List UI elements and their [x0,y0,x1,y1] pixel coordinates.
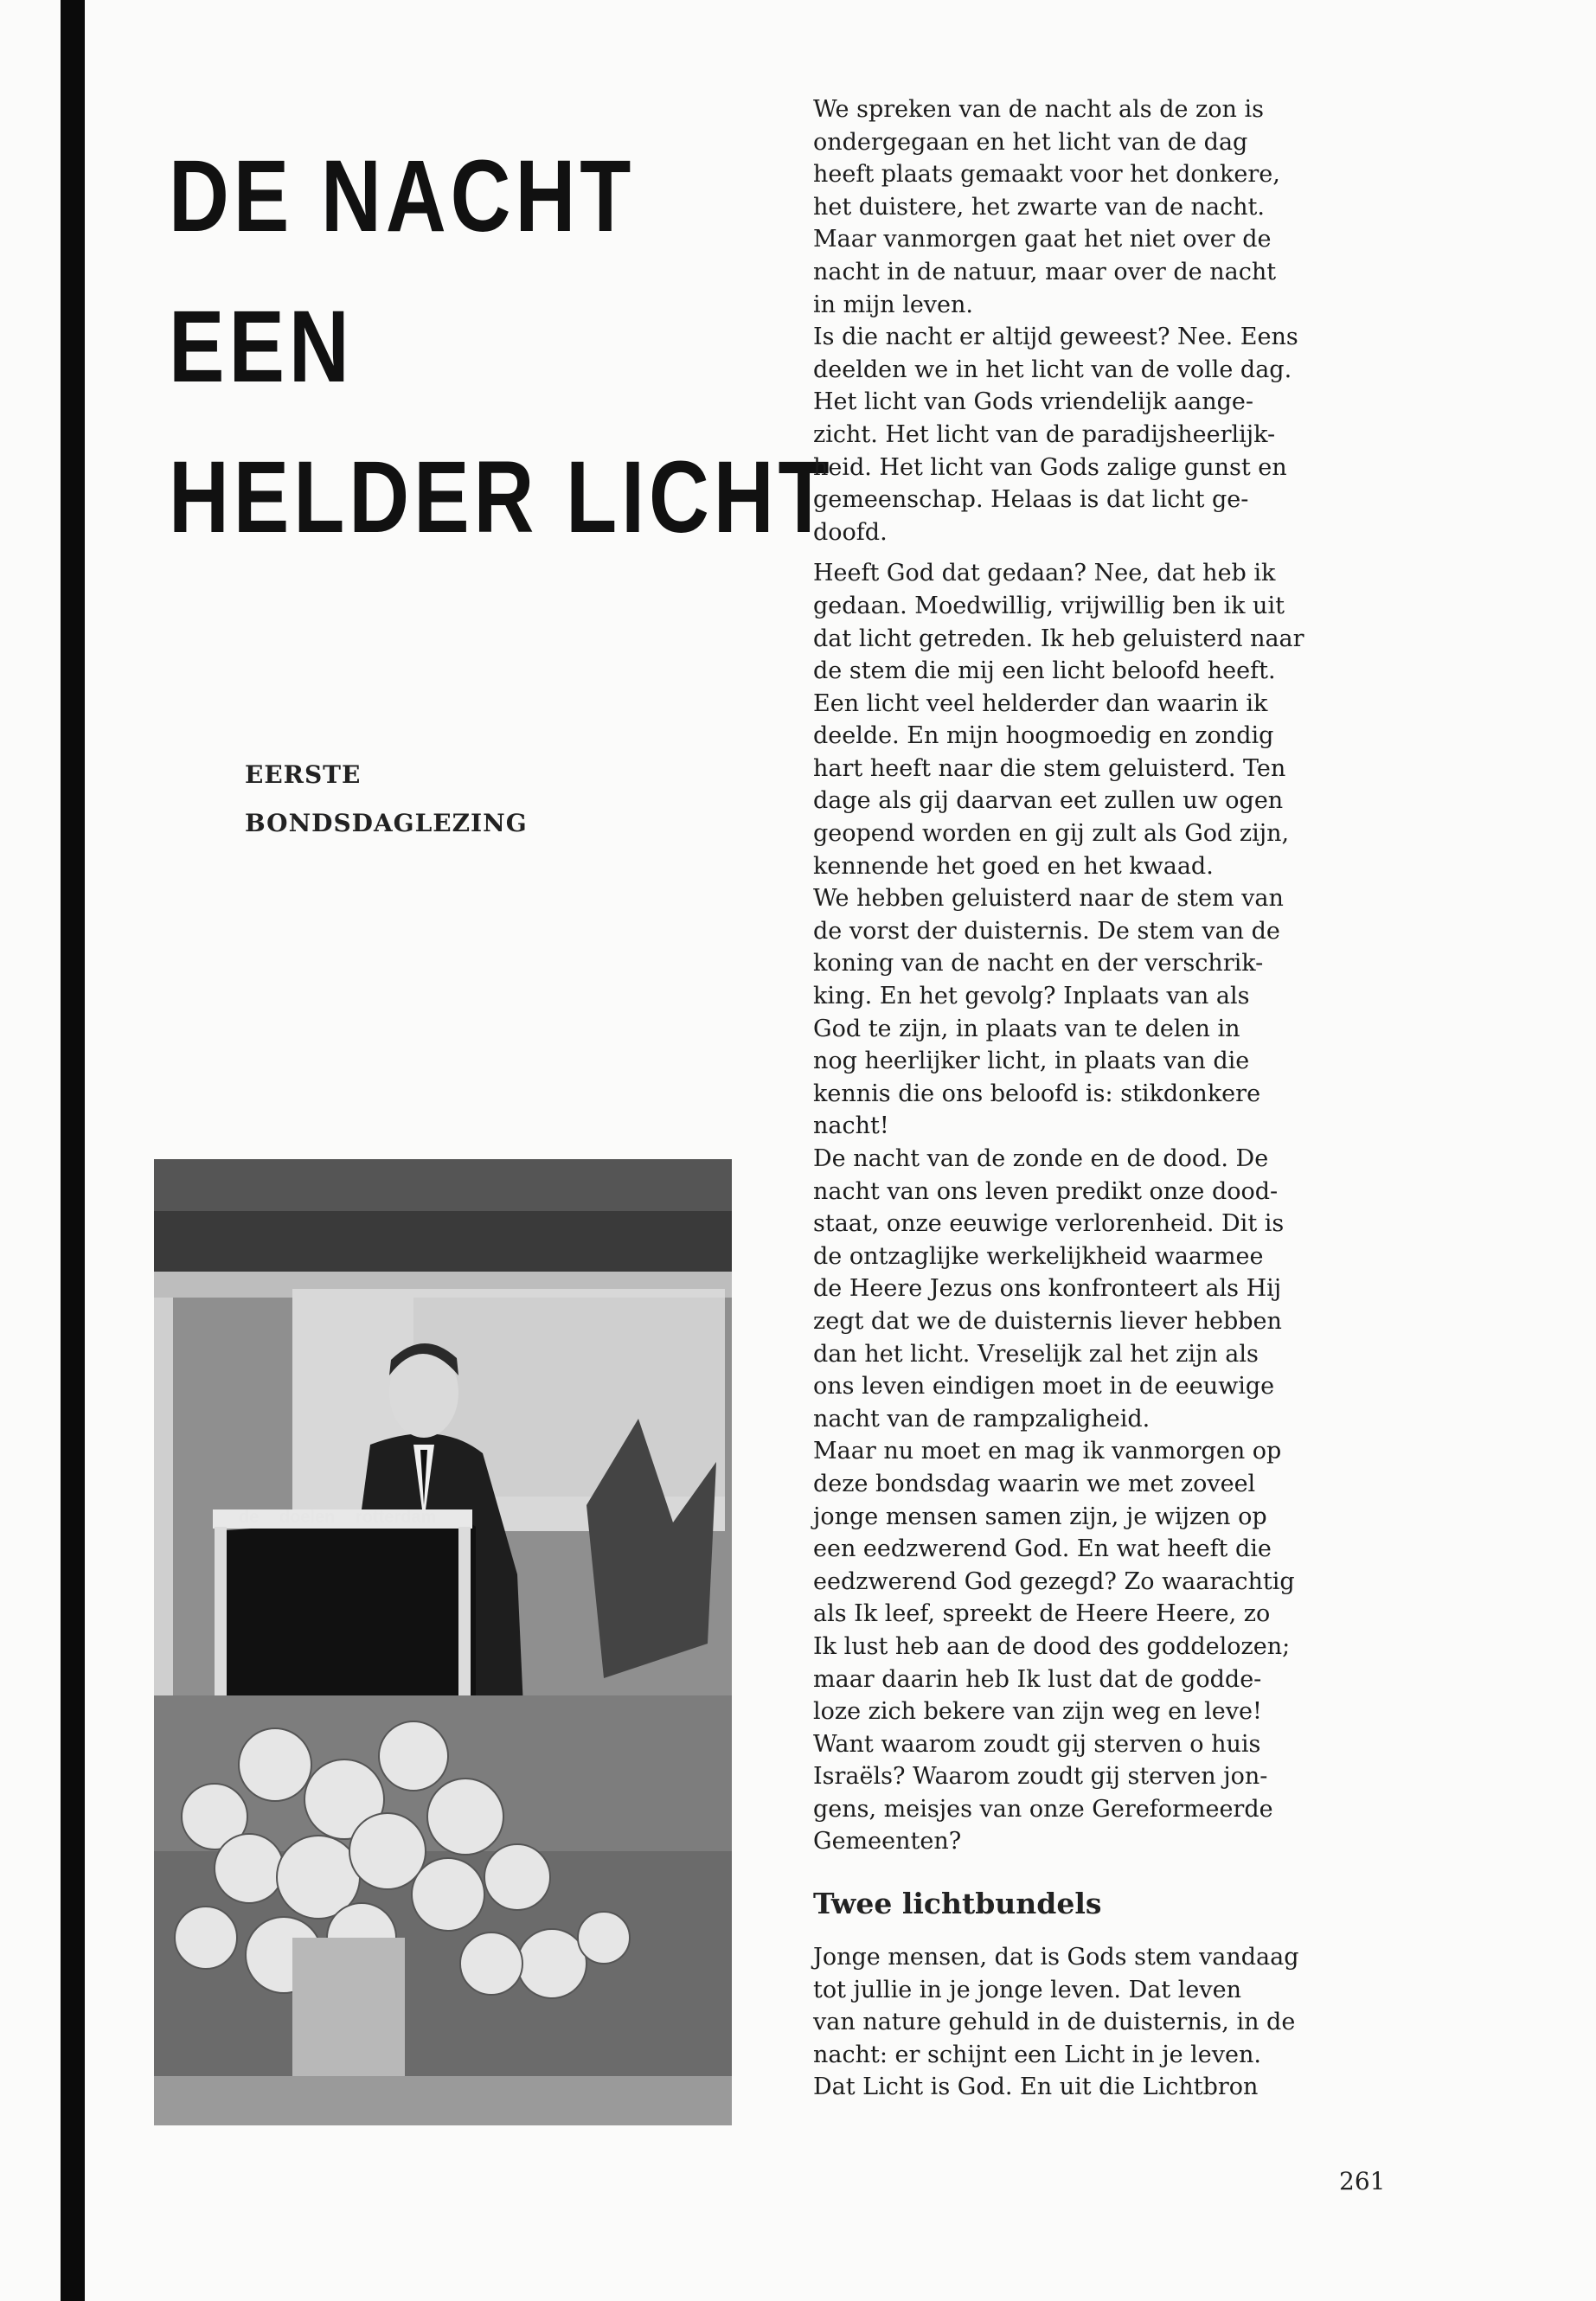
body-line: We hebben geluisterd naar de stem van [813,885,1284,913]
body-line: dan het licht. Vreselijk zal het zijn als [813,1340,1259,1368]
body-line: ondergegaan en het licht van de dag [813,128,1248,156]
photo-illustration [154,1159,732,2125]
body-line: gemeenschap. Helaas is dat licht ge- [813,486,1249,514]
section-line: nacht: er schijnt een Licht in je leven. [813,2041,1261,2068]
speaker-photo [154,1159,732,2125]
body-line: Heeft God dat gedaan? Nee, dat heb ik [813,560,1276,587]
body-line: deze bondsdag waarin we met zoveel [813,1470,1256,1497]
body-line: doofd. [813,518,888,546]
body-line: We spreken van de nacht als de zon is [813,96,1265,123]
body-line: koning van de nacht en der verschrik- [813,950,1264,977]
body-line: de stem die mij een licht beloofd heeft. [813,657,1276,685]
subtitle-line-1: EERSTE [245,760,362,789]
body-line: nacht! [813,1112,889,1140]
body-line: Ik lust heb aan de dood des goddelozen; [813,1632,1291,1660]
page-number: 261 [1339,2167,1386,2195]
body-line: nacht van de rampzaligheid. [813,1405,1151,1433]
body-line: de ontzaglijke werkelijkheid waarmee [813,1242,1264,1270]
body-line: God te zijn, in plaats van te delen in [813,1015,1240,1042]
section-line: Jonge mensen, dat is Gods stem vandaag [813,1944,1299,1971]
body-line: Want waarom zoudt gij sterven o huis [813,1730,1261,1758]
body-line: geopend worden en gij zult als God zijn, [813,820,1290,848]
section-line: Dat Licht is God. En uit die Lichtbron [813,2073,1259,2101]
body-line: king. En het gevolg? Inplaats van als [813,983,1250,1010]
body-line: dat licht getreden. Ik heb geluisterd naar [813,625,1304,652]
body-line: maar daarin heb Ik lust dat de godde- [813,1665,1262,1693]
subtitle-line-2: BONDSDAGLEZING [245,809,528,837]
body-line: Het licht van Gods vriendelijk aange- [813,388,1254,416]
body-line: eedzwerend God gezegd? Zo waarachtig [813,1567,1295,1595]
binding-edge [61,0,85,2301]
section-heading: Twee lichtbundels [813,1887,1102,1921]
section-line: van nature gehuld in de duisternis, in de [813,2009,1296,2036]
body-line: gedaan. Moedwillig, vrijwillig ben ik uit [813,592,1285,619]
podium-sign: de doelen rotterdam [239,1508,437,1527]
body-line: de vorst der duisternis. De stem van de [813,917,1280,945]
body-line: Gemeenten? [813,1828,962,1856]
title-line-3: HELDER LICHT [169,440,834,554]
body-line: Maar nu moet en mag ik vanmorgen op [813,1438,1282,1465]
body-line: gens, meisjes van onze Gereformeerde [813,1795,1273,1823]
body-line: deelden we in het licht van de volle dag. [813,356,1292,383]
body-line: kennende het goed en het kwaad. [813,852,1214,880]
article-body [813,93,1384,2104]
body-line: Israëls? Waarom zoudt gij sterven jon- [813,1763,1268,1791]
title-line-1: DE NACHT [169,139,636,253]
body-line: jonge mensen samen zijn, je wijzen op [813,1503,1267,1530]
body-line: de Heere Jezus ons konfronteert als Hij [813,1275,1282,1303]
body-line: kennis die ons beloofd is: stikdonkere [813,1080,1261,1107]
body-line: Is die nacht er altijd geweest? Nee. Eens [813,324,1298,351]
body-line: zegt dat we de duisternis liever hebben [813,1307,1282,1335]
body-line: ons leven eindigen moet in de eeuwige [813,1373,1275,1400]
body-line: De nacht van de zonde en de dood. De [813,1145,1269,1172]
body-line: Maar vanmorgen gaat het niet over de [813,226,1272,253]
body-line: nacht in de natuur, maar over de nacht [813,258,1277,285]
body-line: Een licht veel helderder dan waarin ik [813,689,1268,717]
body-line: als Ik leef, spreekt de Heere Heere, zo [813,1600,1271,1628]
article-title [169,121,834,573]
body-line: het duistere, het zwarte van de nacht. [813,193,1265,221]
body-line: staat, onze eeuwige verlorenheid. Dit is [813,1210,1285,1238]
body-line: dage als gij daarvan eet zullen uw ogen [813,787,1284,815]
body-line: deelde. En mijn hoogmoedig en zondig [813,722,1274,750]
body-line: in mijn leven. [813,291,974,318]
body-line: heid. Het licht van Gods zalige gunst en [813,453,1287,481]
article-subtitle [245,751,528,848]
body-line: nacht van ons leven predikt onze dood- [813,1177,1279,1205]
title-line-2: EEN [169,290,354,404]
body-line: een eedzwerend God. En wat heeft die [813,1535,1272,1563]
body-line: nog heerlijker licht, in plaats van die [813,1048,1250,1075]
section-line: tot jullie in je jonge leven. Dat leven [813,1976,1241,2003]
body-line: hart heeft naar die stem geluisterd. Ten [813,754,1286,782]
body-line: loze zich bekere van zijn weg en leve! [813,1698,1262,1726]
body-line: heeft plaats gemaakt voor het donkere, [813,161,1280,189]
body-line: zicht. Het licht van de paradijsheerlijk- [813,420,1276,448]
